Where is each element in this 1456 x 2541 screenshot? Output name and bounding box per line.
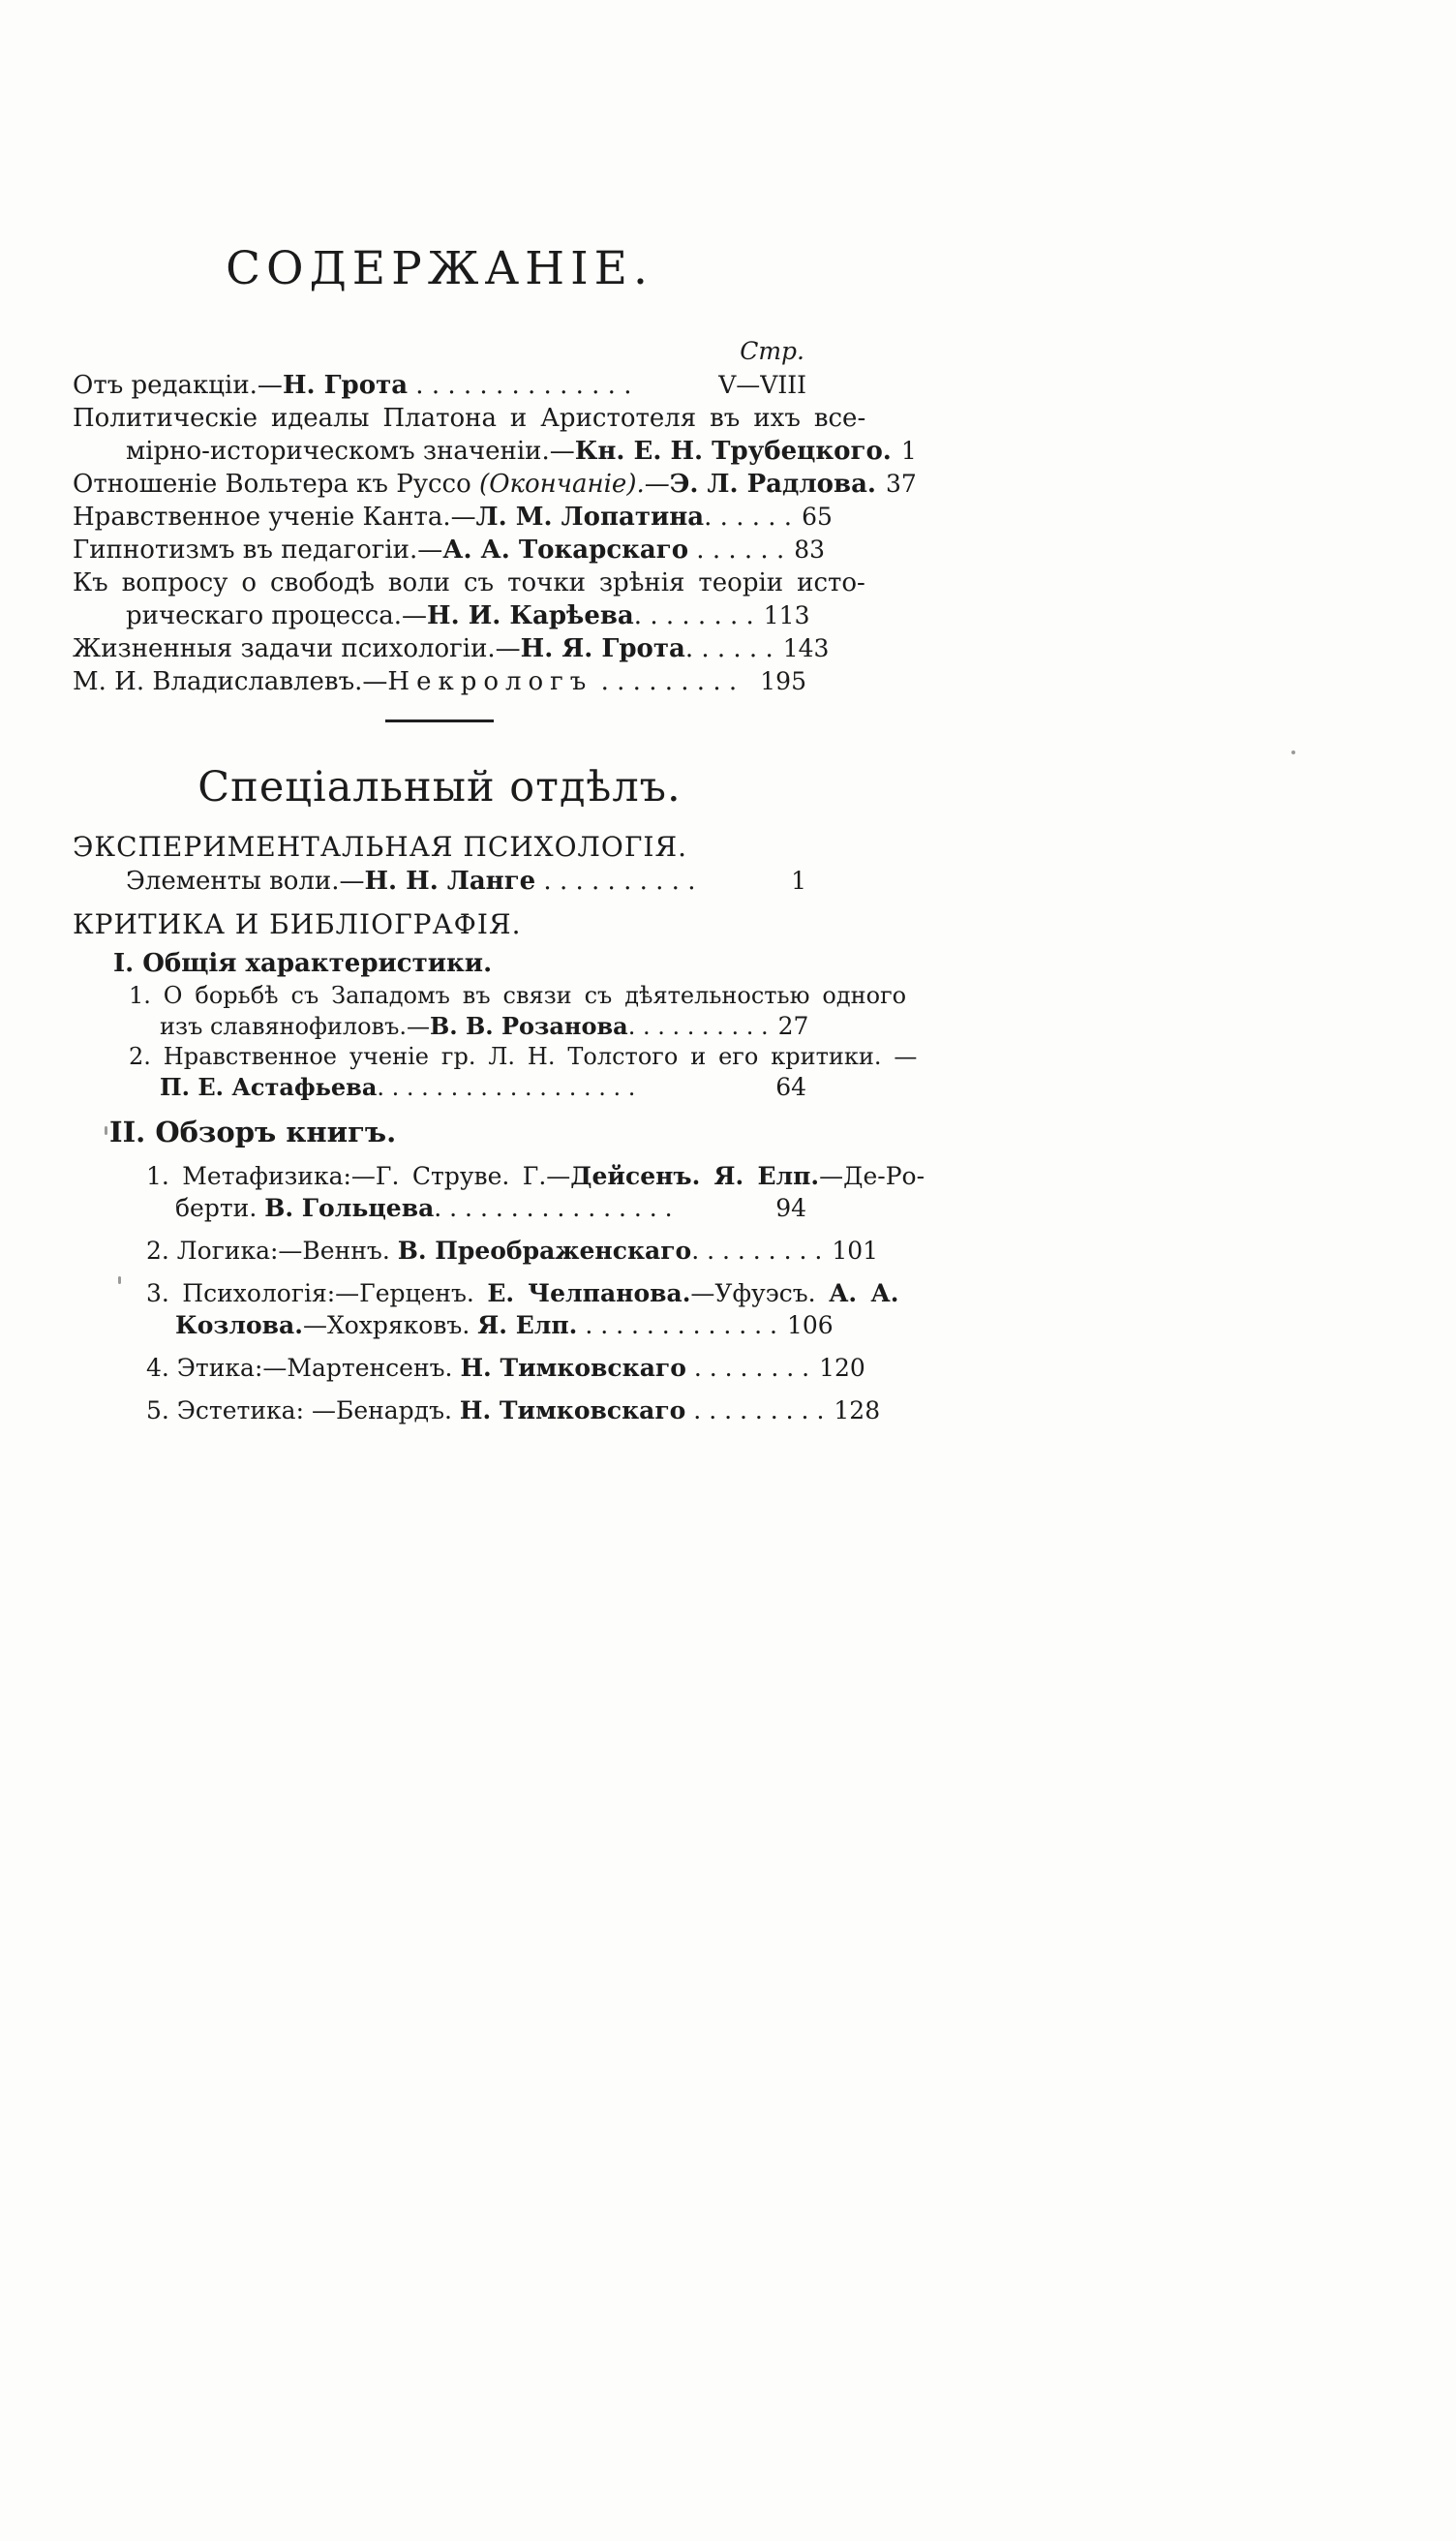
entry-text: 3. Психологія:—Герценъ. Е. Челпанова.—Уфуэсъ. А. А.	[146, 1278, 899, 1307]
entry-text: Козлова.—Хохряковъ. Я. Елп. . . . . . . . . . . . . .	[175, 1310, 777, 1339]
page-number: 101	[832, 1236, 879, 1265]
page-number: 1	[900, 436, 917, 465]
toc-line	[73, 1309, 834, 1341]
entry-text: берти. В. Гольцева. . . . . . . . . . . . . . . .	[175, 1193, 673, 1222]
toc-line	[73, 599, 810, 632]
toc-line	[73, 534, 826, 566]
entry-text: Политическіе идеалы Платона и Аристотеля въ ихъ все-	[73, 403, 866, 433]
toc-line	[73, 468, 917, 501]
entry-text: М. И. Владиславлевъ.—Некрологъ . . . . . . . . .	[73, 666, 738, 696]
scan-speck	[105, 1126, 107, 1135]
entry-text: изъ славянофиловъ.—В. В. Розанова. . . . . . . . . .	[160, 1011, 769, 1040]
section-header: КРИТИКА И БИБЛІОГРАФІЯ.	[73, 907, 522, 940]
page-number: 128	[834, 1395, 881, 1424]
subsection-header: II. Обзоръ книгъ.	[109, 1115, 397, 1148]
page-number: 94	[775, 1193, 806, 1222]
page-number: 120	[819, 1353, 865, 1382]
toc-line	[73, 501, 833, 534]
toc-line	[73, 402, 866, 435]
entry-text: 5. Эстетика: —Бенардъ. Н. Тимковскаго . . . . . . . . .	[146, 1395, 825, 1424]
page-title: СОДЕРЖАНІЕ.	[226, 242, 653, 295]
entry-text: 1. О борьбѣ съ Западомъ въ связи съ дѣятельностью одного	[129, 981, 907, 1009]
page-number: 37	[885, 469, 917, 498]
toc-line	[73, 1072, 806, 1103]
special-section-title: Спеціальный отдѣлъ.	[197, 762, 682, 811]
toc-line	[73, 1394, 881, 1426]
entry-text: рическаго процесса.—Н. И. Карѣева. . . . . . . .	[126, 600, 754, 630]
page-number: 27	[777, 1011, 809, 1040]
page-number: 1	[791, 866, 806, 895]
section-header: ЭКСПЕРИМЕНТАЛЬНАЯ ПСИХОЛОГІЯ.	[73, 830, 687, 863]
page-number: 143	[782, 633, 830, 662]
entry-text: Элементы воли.—Н. Н. Ланге . . . . . . . . . .	[126, 866, 696, 896]
page-number: 64	[775, 1072, 806, 1101]
scan-speck	[1291, 750, 1295, 754]
toc-line	[73, 566, 865, 599]
toc-line	[73, 1011, 809, 1042]
entry-text: Отношеніе Вольтера къ Руссо (Окончаніе).—Э. Л. Радлова.	[73, 469, 876, 499]
toc-line	[73, 1352, 865, 1384]
main-toc-list	[73, 369, 917, 698]
page-number: 65	[802, 502, 833, 531]
toc-content	[73, 0, 925, 1426]
page-number: V—VIII	[718, 370, 806, 399]
toc-line	[73, 665, 806, 698]
toc-line	[73, 1160, 925, 1192]
section-divider	[385, 719, 494, 722]
page-number: 83	[794, 535, 826, 564]
page-number: 106	[787, 1310, 834, 1339]
toc-line	[73, 981, 907, 1011]
entry-text: Гипнотизмъ въ педагогіи.—А. А. Токарскаго . . . . . .	[73, 535, 785, 565]
entry-text: Жизненныя задачи психологіи.—Н. Я. Грота. . . . . .	[73, 633, 774, 663]
special-section-list	[73, 830, 925, 1426]
toc-line	[73, 1277, 899, 1309]
entry-text: Къ вопросу о свободѣ воли съ точки зрѣнія теоріи исто-	[73, 567, 865, 597]
subsection-header: I. Общія характеристики.	[113, 948, 493, 978]
toc-line	[73, 1235, 879, 1267]
entry-text: 2. Нравственное ученіе гр. Л. Н. Толстого и его критики. —	[129, 1042, 918, 1070]
page-number: 195	[760, 666, 806, 695]
toc-line	[73, 865, 806, 898]
entry-text: 2. Логика:—Веннъ. В. Преображенскаго. . . . . . . . .	[146, 1236, 823, 1265]
toc-line	[73, 435, 917, 468]
entry-text: 1. Метафизика:—Г. Струве. Г.—Дейсенъ. Я. Елп.—Де-Ро-	[146, 1161, 925, 1190]
page-number: 113	[763, 600, 810, 629]
entry-text: П. Е. Астафьева. . . . . . . . . . . . . . . . . .	[160, 1072, 636, 1101]
page-column-header: Стр.	[740, 336, 804, 365]
scan-speck	[118, 1276, 121, 1284]
toc-line	[73, 1042, 918, 1072]
toc-line	[73, 632, 830, 665]
entry-text: 4. Этика:—Мартенсенъ. Н. Тимковскаго . . . . . . . .	[146, 1353, 810, 1382]
entry-text: Отъ редакціи.—Н. Грота . . . . . . . . . . . . . .	[73, 370, 632, 400]
entry-text: Нравственное ученіе Канта.—Л. М. Лопатина. . . . . .	[73, 502, 793, 532]
toc-line	[73, 1192, 806, 1224]
entry-text: мірно-историческомъ значеніи.—Кн. Е. Н. Трубецкого.	[126, 436, 892, 466]
toc-line	[73, 369, 806, 402]
